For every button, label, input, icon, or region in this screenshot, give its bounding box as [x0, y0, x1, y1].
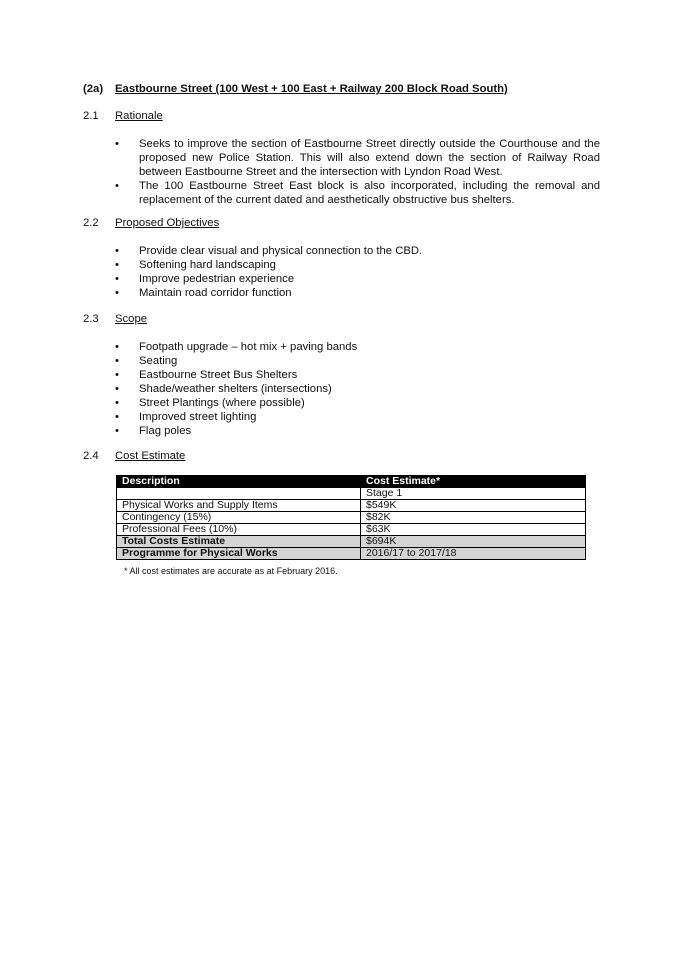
list-item: • Seating — [115, 354, 600, 368]
table-row-total — [117, 536, 586, 548]
section-heading-cost-estimate — [83, 450, 185, 462]
main-heading — [83, 83, 508, 95]
list-item: • Softening hard landscaping — [115, 258, 600, 272]
section-number: 2.2 — [83, 217, 99, 229]
section-title: Proposed Objectives — [115, 217, 220, 229]
list-item: • Flag poles — [115, 424, 600, 438]
rationale-list — [115, 137, 600, 207]
list-item: • Shade/weather shelters (intersections) — [115, 382, 600, 396]
table-cell: Programme for Physical Works — [117, 548, 361, 560]
table-cell: 2016/17 to 2017/18 — [361, 548, 586, 560]
section-heading-rationale — [83, 110, 163, 122]
objectives-list — [115, 244, 600, 300]
scope-list — [115, 340, 600, 438]
main-heading-title: Eastbourne Street (100 West + 100 East + Railway 200 Block Road South) — [115, 83, 508, 95]
table-header-row — [117, 476, 586, 488]
table-cell: $82K — [361, 512, 586, 524]
cost-estimate-table — [116, 475, 586, 560]
main-heading-number: (2a) — [83, 83, 104, 95]
section-number: 2.1 — [83, 110, 99, 122]
list-item: • Eastbourne Street Bus Shelters — [115, 368, 600, 382]
section-title: Rationale — [115, 110, 163, 122]
section-number: 2.4 — [83, 450, 99, 462]
list-item: • Seeks to improve the section of Eastbourne Street directly outside the Courthouse and the proposed new Police Station. This will also extend down the section of Railway Road between Eastbourne Street and the intersection with Lyndon Road West. — [115, 137, 600, 179]
column-header-description: Description — [117, 476, 361, 488]
section-heading-scope — [83, 313, 147, 325]
table-row — [117, 488, 586, 500]
section-heading-objectives — [83, 217, 219, 229]
list-item: • Improved street lighting — [115, 410, 600, 424]
table-footnote: * All cost estimates are accurate as at February 2016. — [124, 566, 338, 576]
table-cell: $63K — [361, 524, 586, 536]
table-cell — [117, 488, 361, 500]
table-row — [117, 512, 586, 524]
table-cell: Stage 1 — [361, 488, 586, 500]
table-cell: $549K — [361, 500, 586, 512]
section-title: Cost Estimate — [115, 450, 186, 462]
column-header-cost-estimate: Cost Estimate* — [361, 476, 586, 488]
table-cell: Professional Fees (10%) — [117, 524, 361, 536]
list-item: • Footpath upgrade – hot mix + paving bands — [115, 340, 600, 354]
section-number: 2.3 — [83, 313, 99, 325]
table-cell: Physical Works and Supply Items — [117, 500, 361, 512]
list-item: • Improve pedestrian experience — [115, 272, 600, 286]
table-row — [117, 524, 586, 536]
table-cell: Contingency (15%) — [117, 512, 361, 524]
table-row-programme — [117, 548, 586, 560]
table-row — [117, 500, 586, 512]
list-item: • Street Plantings (where possible) — [115, 396, 600, 410]
section-title: Scope — [115, 313, 148, 325]
list-item: • Provide clear visual and physical connection to the CBD. — [115, 244, 600, 258]
list-item: • Maintain road corridor function — [115, 286, 600, 300]
table-cell: $694K — [361, 536, 586, 548]
table-cell: Total Costs Estimate — [117, 536, 361, 548]
list-item: • The 100 Eastbourne Street East block is also incorporated, including the removal and replacement of the current dated and aesthetically obstructive bus shelters. — [115, 179, 600, 207]
